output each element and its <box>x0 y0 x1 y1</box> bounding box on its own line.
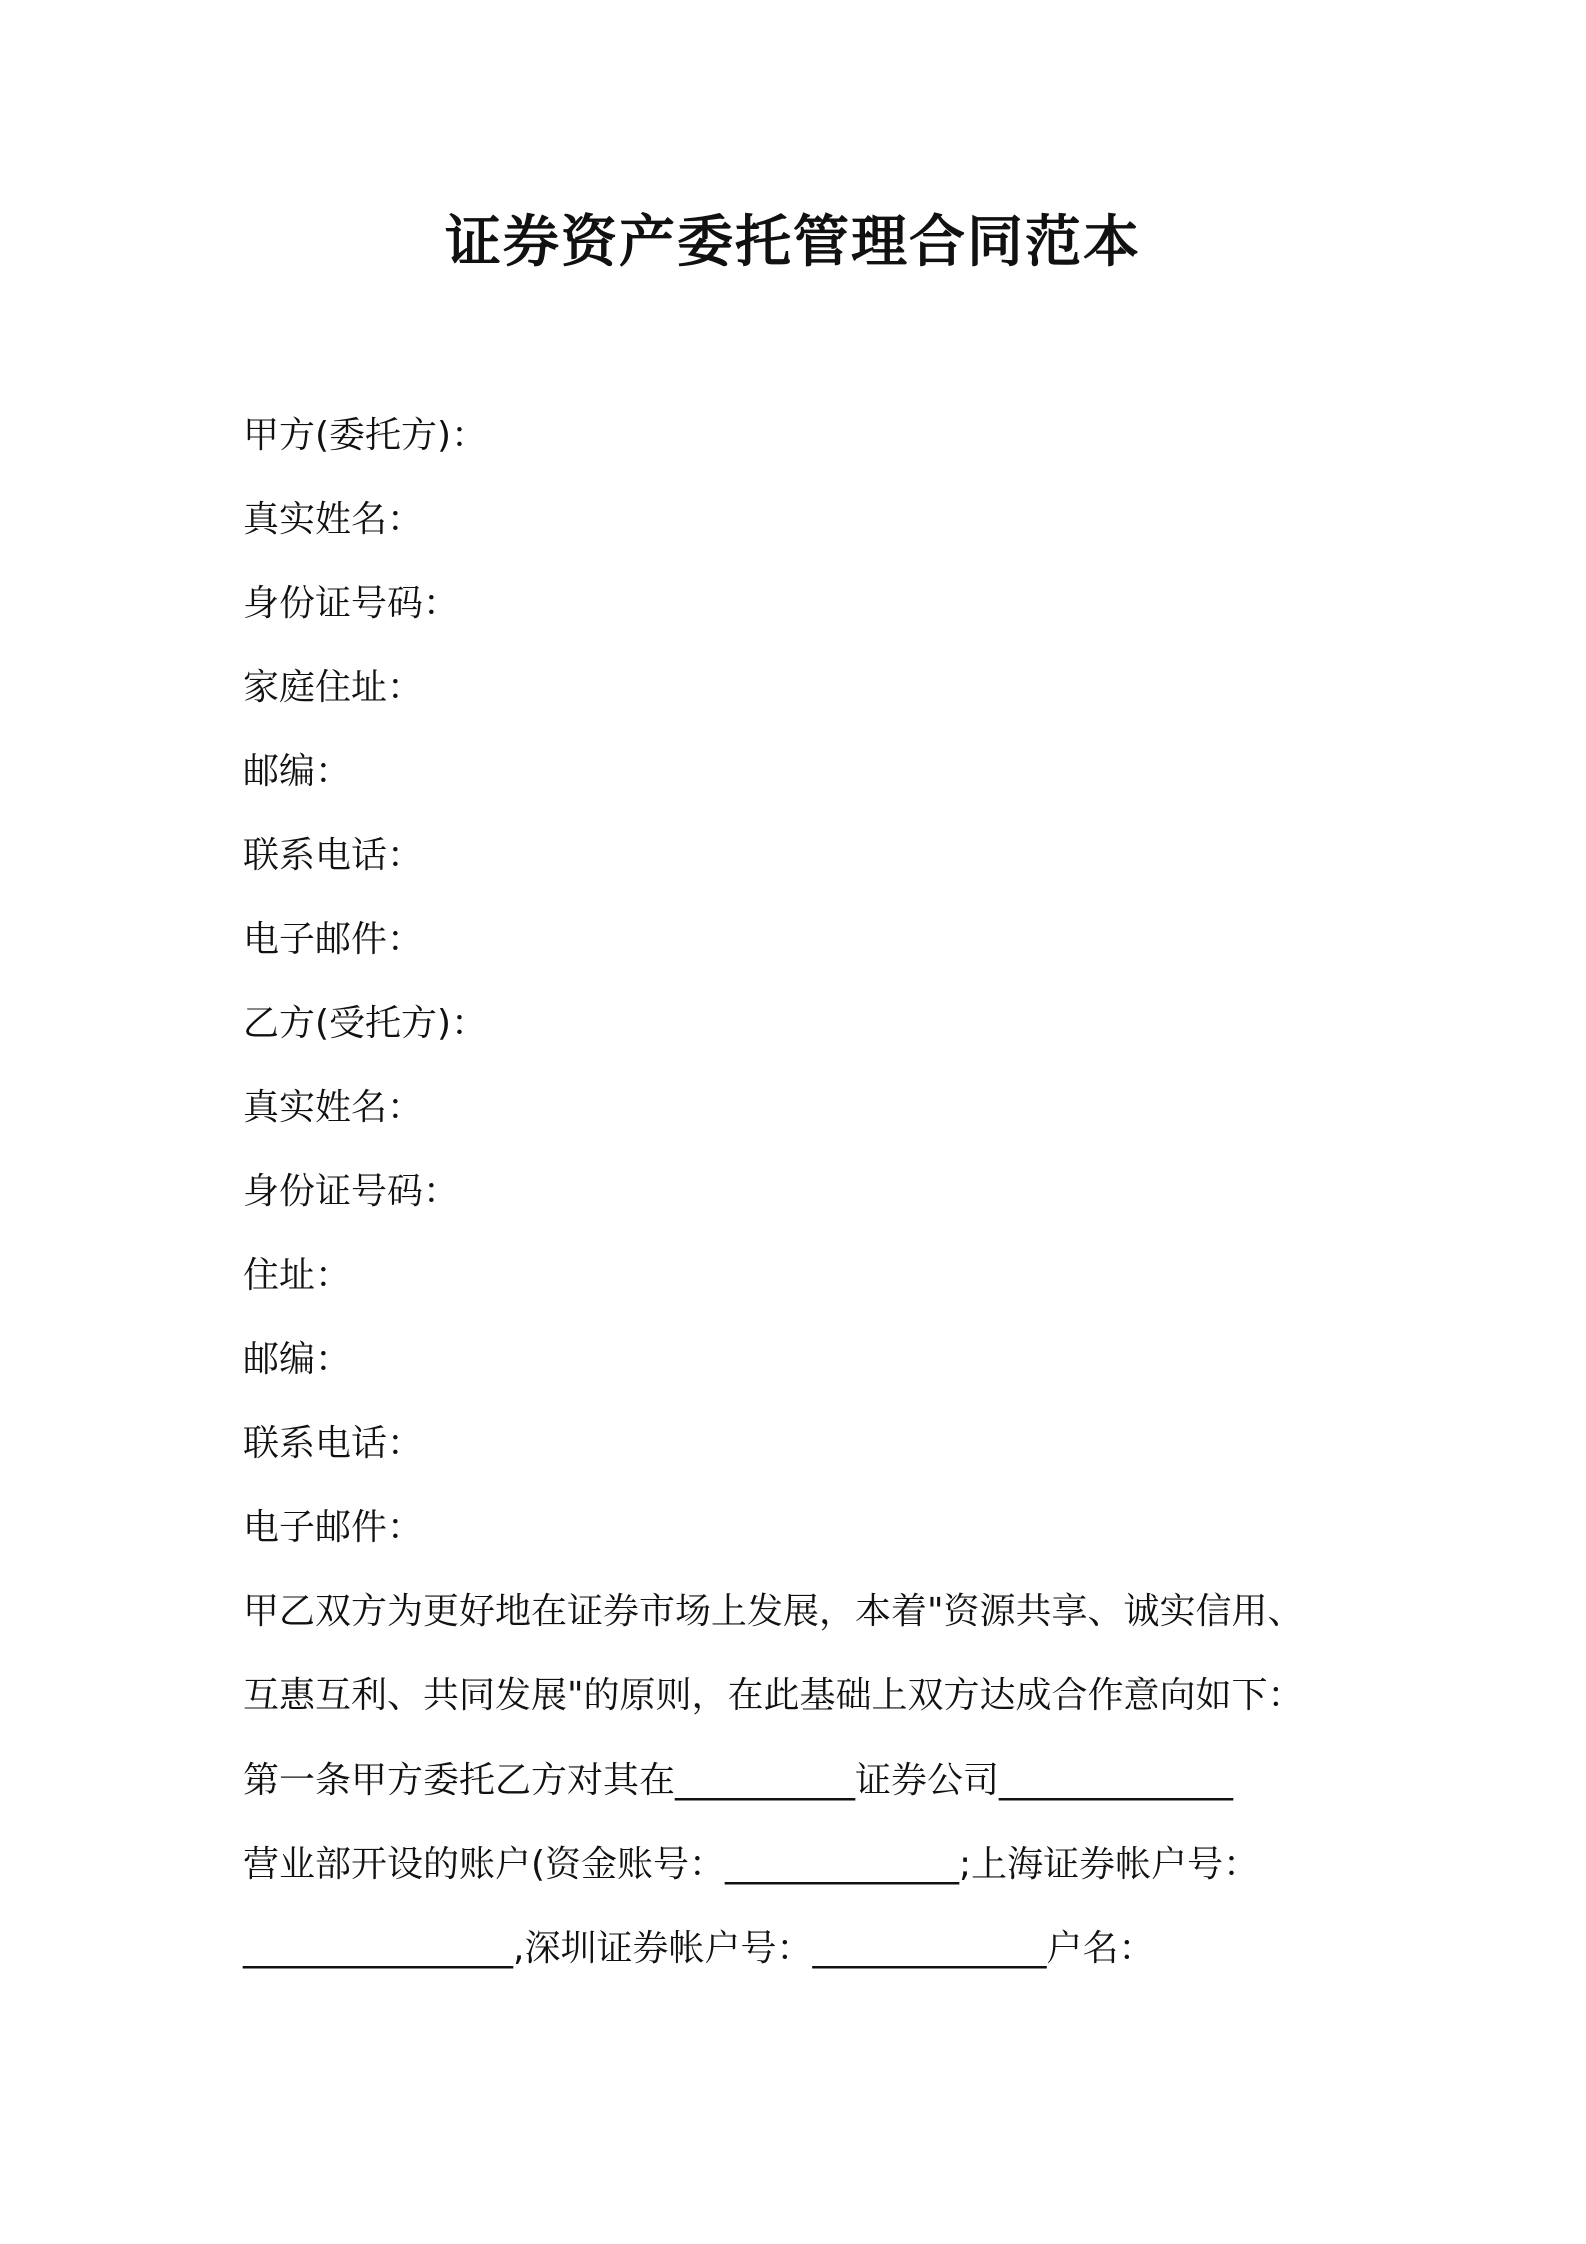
party-a-address-label: 家庭住址： <box>243 667 424 708</box>
party-a-heading: 甲方(委托方)： <box>243 415 488 456</box>
article-one-line: 营业部开设的账户(资金账号：_____________;上海证券帐户号： <box>243 1844 1260 1885</box>
intro-line: 互惠互利、共同发展"的原则，在此基础上双方达成合作意向如下： <box>243 1675 1304 1716</box>
article-one-line: 第一条甲方委托乙方对其在__________证券公司_____________ <box>243 1760 1234 1801</box>
party-b-heading: 乙方(受托方)： <box>243 1003 488 1044</box>
party-b-name-label: 真实姓名： <box>243 1087 424 1128</box>
article-one-paragraph <box>243 1753 1363 2005</box>
intro-line: 甲乙双方为更好地在证券市场上发展，本着"资源共享、诚实信用、 <box>243 1591 1304 1632</box>
party-a-email-label: 电子邮件： <box>243 919 424 960</box>
party-b-postcode-label: 邮编： <box>243 1339 352 1380</box>
party-b-id-label: 身份证号码： <box>243 1171 460 1212</box>
party-a-postcode-label: 邮编： <box>243 751 352 792</box>
party-a-id-label: 身份证号码： <box>243 583 460 624</box>
intro-paragraph <box>243 1584 1363 1752</box>
party-a-phone-label: 联系电话： <box>243 835 424 876</box>
party-b-address-label: 住址： <box>243 1255 352 1296</box>
party-info-list <box>243 408 1363 1584</box>
page-title: 证券资产委托管理合同范本 <box>445 210 1141 275</box>
article-one-line: _______________,深圳证券帐户号：_____________户名： <box>243 1928 1155 1969</box>
party-b-phone-label: 联系电话： <box>243 1423 424 1464</box>
party-b-email-label: 电子邮件： <box>243 1507 424 1548</box>
party-a-name-label: 真实姓名： <box>243 499 424 540</box>
